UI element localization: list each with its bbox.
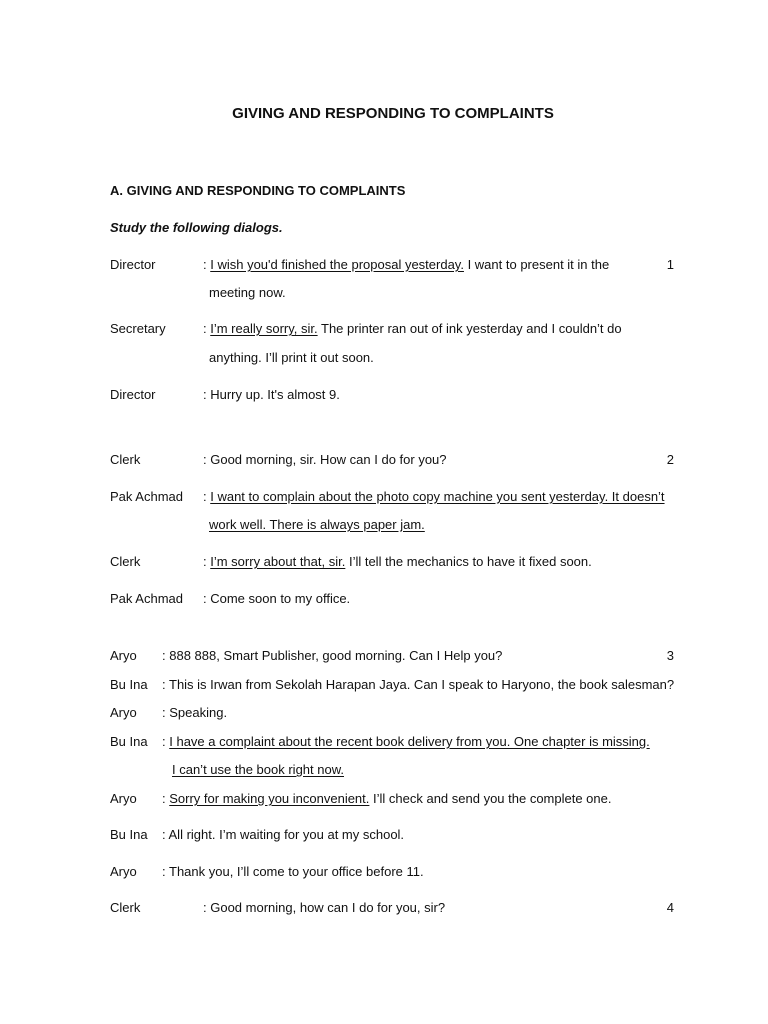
dialog-line: : I’m really sorry, sir. The printer ran out of ink yesterday and I couldn’t do (203, 321, 622, 336)
speaker-label: Bu Ina (110, 677, 148, 692)
section-heading: A. GIVING AND RESPONDING TO COMPLAINTS (110, 183, 406, 198)
speaker-label: Clerk (110, 554, 141, 569)
dialog-line-continued: meeting now. (209, 285, 286, 300)
speaker-label: Pak Achmad (110, 591, 183, 606)
speaker-label: Bu Ina (110, 827, 148, 842)
speaker-label: Director (110, 257, 156, 272)
dialog-line: : Good morning, how can I do for you, sir? (203, 900, 446, 915)
dialog-number: 4 (666, 900, 674, 915)
dialog-number: 3 (666, 648, 674, 663)
response-expression: I’m really sorry, sir. (210, 321, 318, 336)
dialog-line: : I wish you'd finished the proposal yesterday. I want to present it in the (203, 257, 610, 272)
dialog-line: : Good morning, sir. How can I do for you? (203, 452, 447, 467)
speaker-label: Aryo (110, 791, 137, 806)
dialog-line: : All right. I’m waiting for you at my school. (162, 827, 405, 842)
speaker-label: Aryo (110, 648, 137, 663)
complaint-expression: I wish you'd finished the proposal yesterday. (210, 257, 464, 272)
dialog-number: 1 (666, 257, 674, 272)
speaker-label: Secretary (110, 321, 166, 336)
dialog-line: : This is Irwan from Sekolah Harapan Jaya. Can I speak to Haryono, the book salesman? (162, 677, 675, 692)
dialog-line-continued: anything. I’ll print it out soon. (209, 350, 374, 365)
page-title: GIVING AND RESPONDING TO COMPLAINTS (232, 105, 554, 122)
dialog-line: : Speaking. (162, 705, 228, 720)
speaker-label: Director (110, 387, 156, 402)
speaker-label: Pak Achmad (110, 489, 183, 504)
speaker-label: Aryo (110, 864, 137, 879)
instruction: Study the following dialogs. (110, 220, 283, 235)
speaker-label: Clerk (110, 900, 141, 915)
dialog-number: 2 (666, 452, 674, 467)
dialog-line: : I have a complaint about the recent book delivery from you. One chapter is missing. (162, 734, 650, 749)
dialog-line-continued: I can’t use the book right now. (172, 762, 344, 777)
speaker-label: Aryo (110, 705, 137, 720)
speaker-label: Bu Ina (110, 734, 148, 749)
dialog-line: : Come soon to my office. (203, 591, 351, 606)
dialog-line: : Sorry for making you inconvenient. I’ll check and send you the complete one. (162, 791, 612, 806)
response-expression: Sorry for making you inconvenient. (169, 791, 370, 806)
dialog-line-continued: work well. There is always paper jam. (209, 517, 425, 532)
response-expression: I’m sorry about that, sir. (210, 554, 346, 569)
dialog-line: : I want to complain about the photo copy machine you sent yesterday. It doesn’t (203, 489, 665, 504)
speaker-label: Clerk (110, 452, 141, 467)
dialog-line: : Hurry up. It's almost 9. (203, 387, 340, 402)
dialog-line: : I’m sorry about that, sir. I’ll tell the mechanics to have it fixed soon. (203, 554, 592, 569)
dialog-line: : Thank you, I’ll come to your office before 11. (162, 864, 424, 879)
complaint-expression: I want to complain about the photo copy machine you sent yesterday. It doesn’t (210, 489, 665, 504)
complaint-expression: I have a complaint about the recent book delivery from you. One chapter is missing. (169, 734, 650, 749)
dialog-line: : 888 888, Smart Publisher, good morning. Can I Help you? (162, 648, 503, 663)
